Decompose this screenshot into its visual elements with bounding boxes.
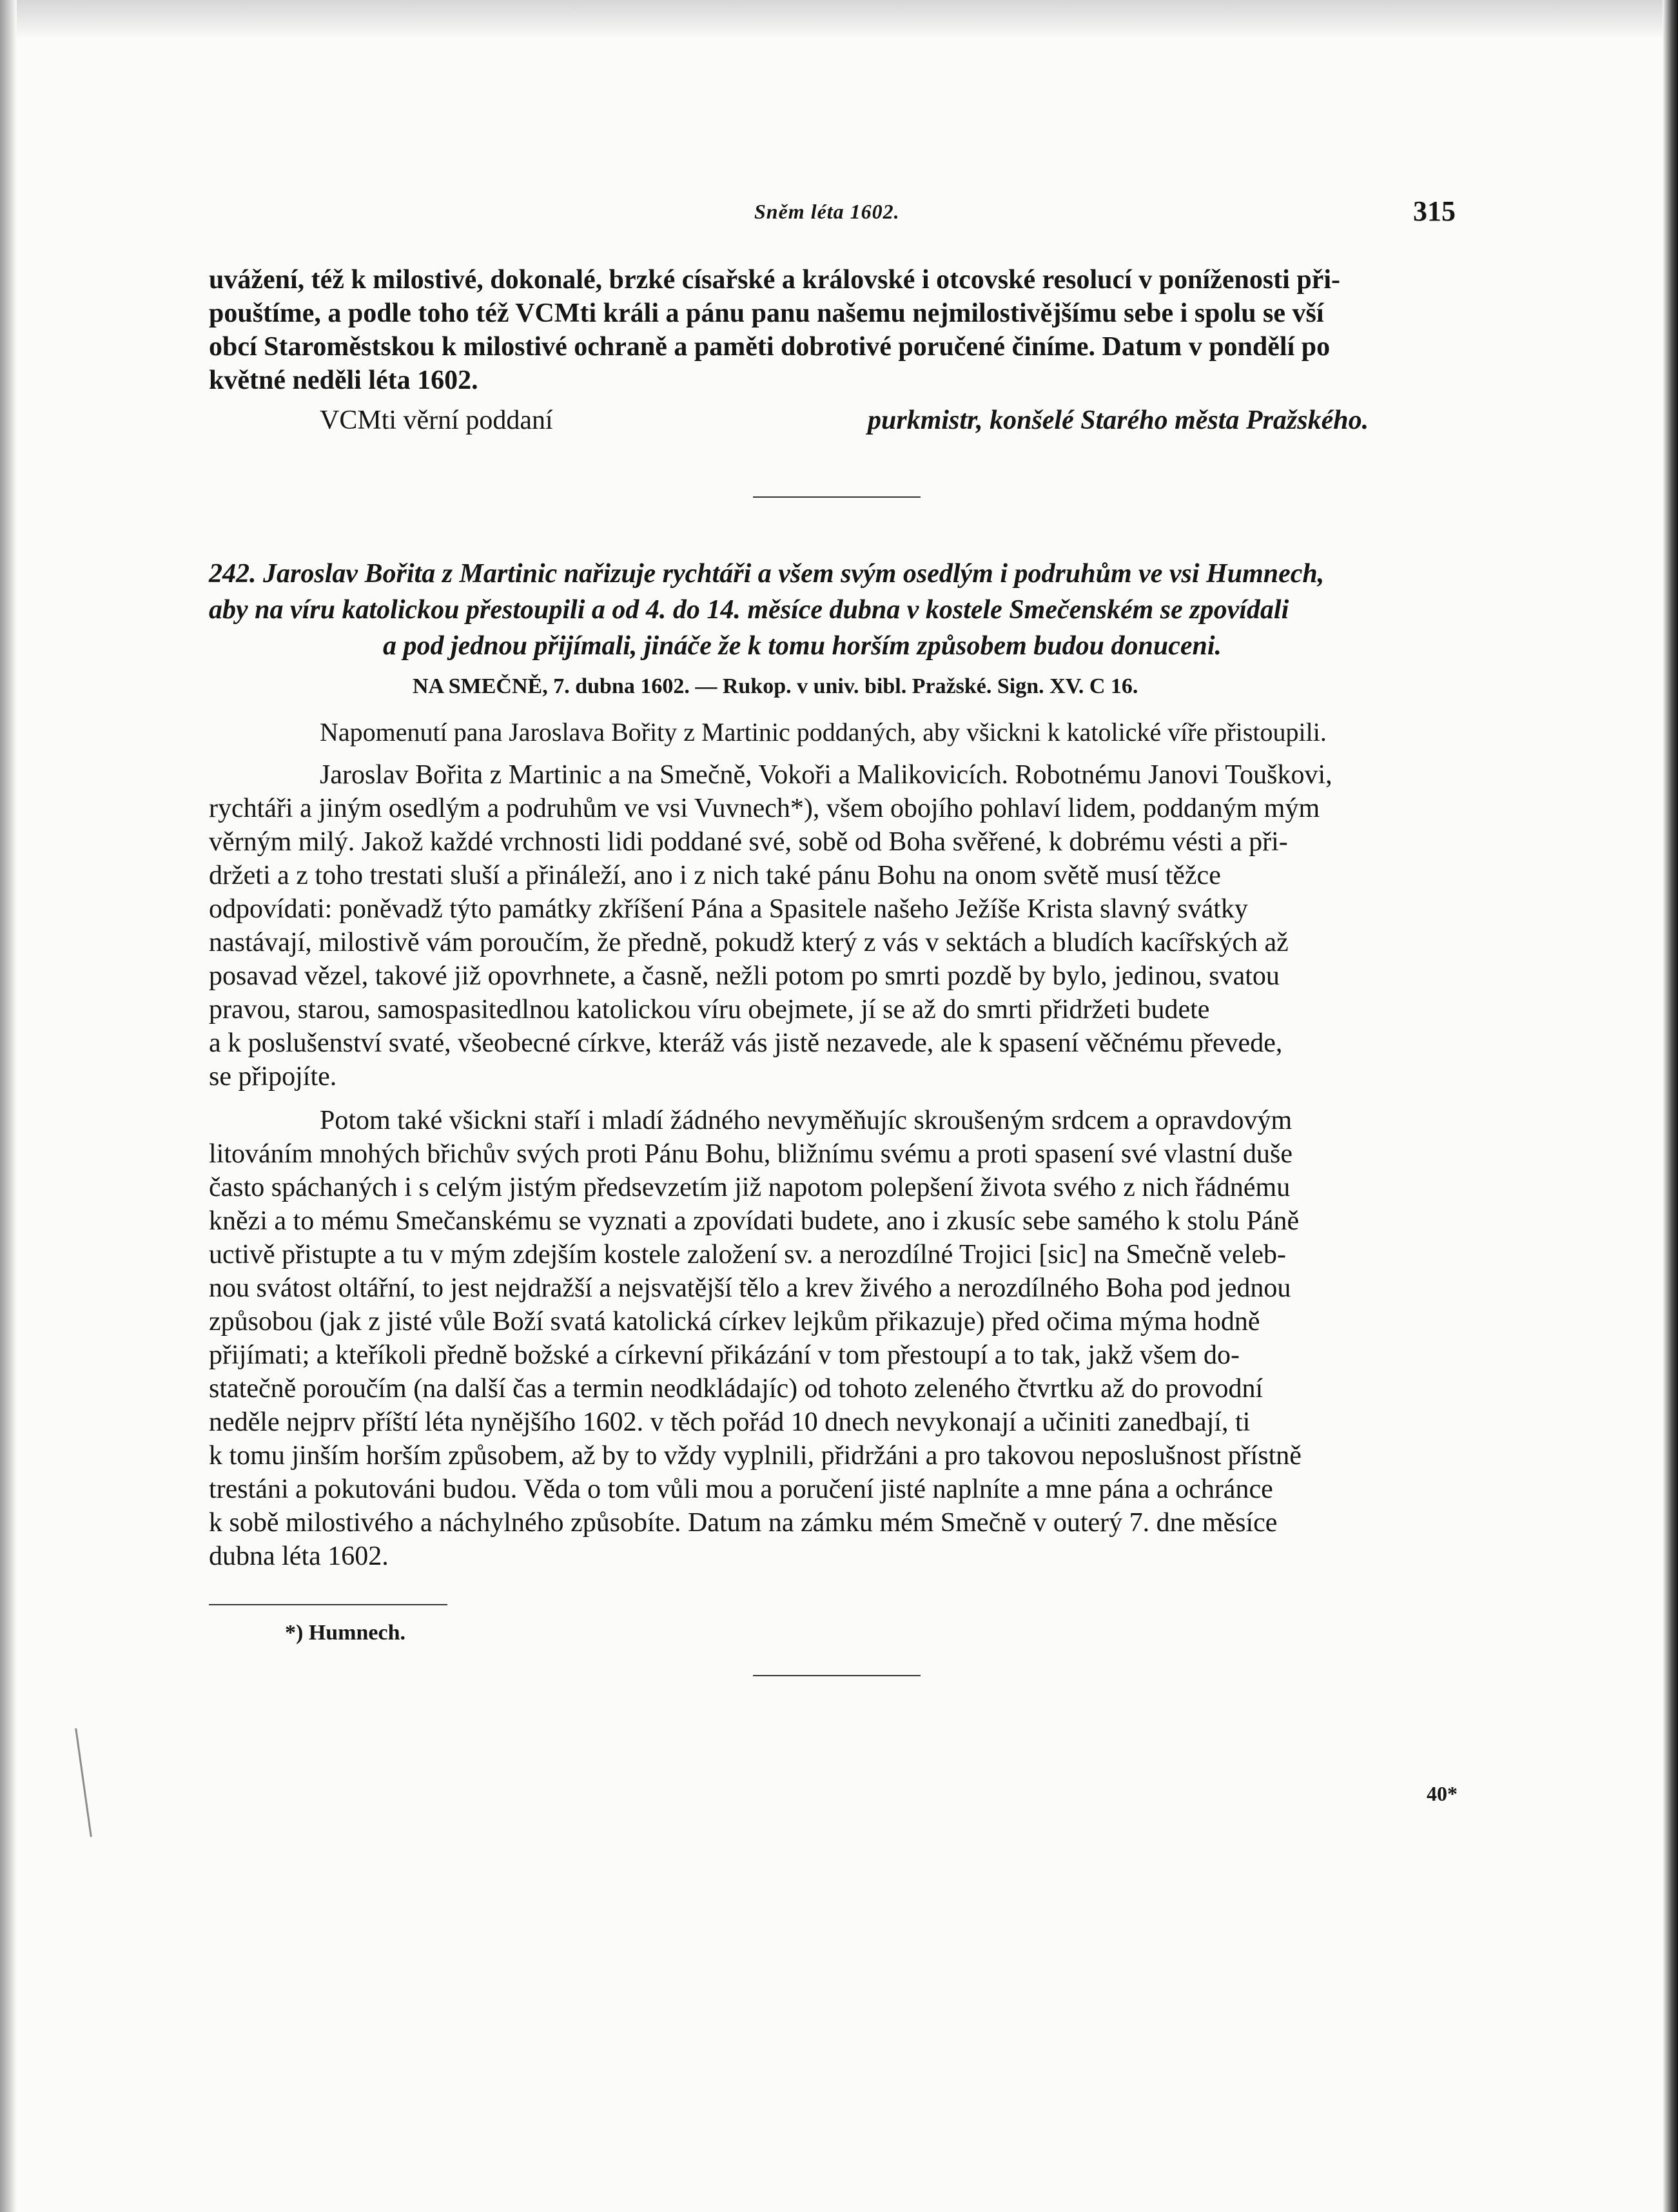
body-line: rychtáři a jiným osedlým a podruhům ve vsi Vuvnech*), všem obojího pohlaví lidem, poddaným mým (209, 794, 1320, 823)
footnote: *) Humnech. (285, 1621, 405, 1645)
body-line: dubna léta 1602. (209, 1542, 389, 1571)
running-head: Sněm léta 1602. (754, 200, 900, 223)
body-line: neděle nejprv příští léta nynějšího 1602. v těch pořád 10 dnech nevykonají a učiniti zanedbají, ti (209, 1407, 1251, 1437)
body-line: odpovídati: poněvadž týto památky zkříšení Pána a Spasitele našeho Ježíše Krista slavný svátky (209, 894, 1248, 924)
body-line: uctivě přistupte a tu v mým zdejším kostele založení sv. a nerozdílné Trojici [sic] na Smečně veleb- (209, 1240, 1286, 1269)
body-line: posavad vězel, takové již opovrhnete, a časně, nežli potom po smrti pozdě by bylo, jedinou, svatou (209, 961, 1280, 991)
intro-line: pouštíme, a podle toho též VCMti králi a pánu panu našemu nejmilostivějšímu sebe i spolu se vší (209, 299, 1324, 328)
body-line: k sobě milostivého a náchylného způsobíte. Datum na zámku mém Smečně v outerý 7. dne měsíce (209, 1508, 1278, 1538)
scan-shadow-right (1663, 0, 1678, 2212)
signature-left: VCMti věrní poddaní (320, 406, 553, 435)
body-line: trestáni a pokutováni budou. Věda o tom vůli mou a poručení jisté naplníte a mne pána a ochránce (209, 1474, 1273, 1504)
intro-line: květné neděli léta 1602. (209, 366, 478, 395)
body-line: přijímati; a kteříkoli předně božské a církevní přikázání v tom přestoupí a to tak, jakž všem do- (209, 1340, 1240, 1370)
intro-line: uvážení, též k milostivé, dokonalé, brzké císařské a královské i otcovské resolucí v poníženosti při- (209, 265, 1340, 295)
body-line: způsobou (jak z jisté vůle Boží svatá katolická církev lejkům přikazuje) před očima mýma hodně (209, 1307, 1260, 1336)
intro-line: obcí Staroměstskou k milostivé ochraně a paměti dobrotivé poručené činíme. Datum v pondělí po (209, 332, 1331, 362)
body-line: pravou, starou, samospasitedlnou katolickou víru obejmete, jí se až do smrti přidržeti budete (209, 995, 1210, 1024)
body-line: držeti a z toho trestati sluší a přináleží, ano i z nich také pánu Bohu na onom světě musí těžce (209, 861, 1221, 890)
heading-line: a pod jednou přijímali, jináče že k tomu horším způsobem budou donuceni. (383, 631, 1222, 661)
signature-right: purkmistr, konšelé Starého města Pražského. (868, 406, 1369, 435)
body-line: Jaroslav Bořita z Martinic a na Smečně, Vokoři a Malikovicích. Robotnému Janovi Touškovi, (320, 760, 1332, 790)
end-separator (753, 1675, 921, 1676)
footnote-rule (209, 1604, 447, 1605)
body-paragraph-two (209, 1104, 1454, 1573)
body-paragraph-one (209, 758, 1454, 1093)
body-line: Potom také všickni staří i mladí žádného nevyměňujíc skroušeným srdcem a opravdovým (320, 1106, 1293, 1135)
body-line: a k poslušenství svaté, všeobecné církve, kteráž vás jistě nezavede, ale k spasení věčnému převede, (209, 1028, 1283, 1058)
document-subtitle: Napomenutí pana Jaroslava Bořity z Martinic poddaných, aby všickni k katolické víře přistoupili. (320, 718, 1327, 747)
body-line: statečně poroučím (na další čas a termin neodkládajíc) od tohoto zeleného čtvrtku až do provodní (209, 1374, 1263, 1404)
signature-mark: 40* (1427, 1782, 1458, 1805)
document-heading (209, 556, 1454, 664)
scan-artifact (75, 1728, 92, 1837)
body-line: knězi a to mému Smečanskému se vyznati a zpovídati budete, ano i zkusíc sebe samého k stolu Páně (209, 1206, 1300, 1236)
heading-line: 242. Jaroslav Bořita z Martinic nařizuje rychtáři a všem svým osedlým i podruhům ve vsi Humnech, (209, 559, 1325, 589)
section-separator (753, 496, 921, 498)
body-line: se připojíte. (209, 1062, 337, 1091)
body-line: věrným milý. Jakož každé vrchnosti lidi poddané své, sobě od Boha svěřené, k dobrému vésti a při- (209, 827, 1288, 857)
body-line: k tomu jinším horším způsobem, až by to vždy vyplnili, přidržáni a pro takovou neposlušnost přístně (209, 1441, 1302, 1471)
intro-paragraph (209, 263, 1454, 397)
heading-line: aby na víru katolickou přestoupili a od 4. do 14. měsíce dubna v kostele Smečenském se zpovídali (209, 595, 1289, 625)
document-source: NA SMEČNĚ, 7. dubna 1602. — Rukop. v univ. bibl. Pražské. Sign. XV. C 16. (413, 674, 1138, 698)
body-line: nastávají, milostivě vám poroučím, že předně, pokudž který z vás v sektách a bludích kacířských až (209, 928, 1289, 957)
body-line: nou svátost oltářní, to jest nejdražší a nejsvatější tělo a krev živého a nerozdílného Boha pod jednou (209, 1273, 1291, 1303)
scan-shadow-top (0, 0, 1678, 39)
scan-shadow-left (0, 0, 17, 2212)
page-number: 315 (1413, 195, 1456, 227)
body-line: často spáchaných i s celým jistým předsevzetím již napotom polepšení života svého z nich řádnému (209, 1173, 1291, 1202)
body-line: litováním mnohých břichův svých proti Pánu Bohu, bližnímu svému a proti spasení své vlastní duše (209, 1139, 1293, 1169)
